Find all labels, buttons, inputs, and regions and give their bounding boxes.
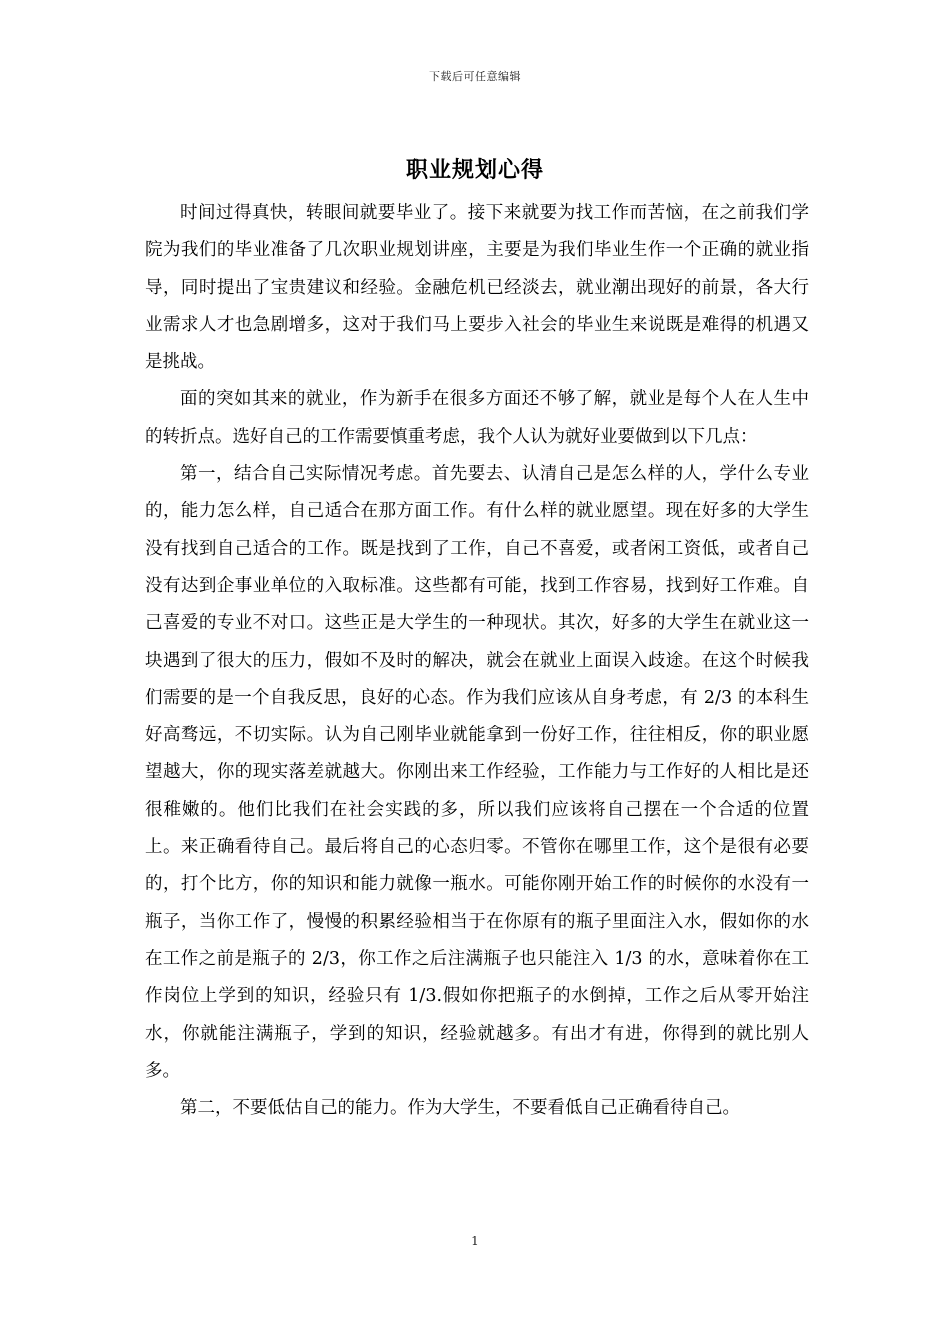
page-number: 1 (471, 1234, 479, 1248)
paragraph-4: 第二，不要低估自己的能力。作为大学生，不要看低自己正确看待自己。 (180, 1098, 740, 1119)
document-title: 职业规划心得 (405, 157, 544, 183)
document-body (145, 195, 809, 1127)
paragraph-2: 面的突如其来的就业，作为新手在很多方面还不够了解，就业是每个人在人生中的转折点。选好自己的工作需要慎重考虑，我个人认为就好业要做到以下几点： (145, 389, 809, 447)
paragraph-3: 第一，结合自己实际情况考虑。首先要去、认清自己是怎么样的人，学什么专业的，能力怎么样，自己适合在那方面工作。有什么样的就业愿望。现在好多的大学生没有找到自己适合的工作。既是找到了工作，自己不喜爱，或者闲工资低，或者自己没有达到企事业单位的入取标准。这些都有可能，找到工作容易，找到好工作难。自己喜爱的专业不对口。这些正是大学生的一种现状。其次，好多的大学生在就业这一块遇到了很大的压力，假如不及时的解决，就会在就业上面误入歧途。在这个时候我们需要的是一个自我反思，良好的心态。作为我们应该从自身考虑，有 2/3 的本科生好高骛远，不切实际。认为自己刚毕业就能拿到一份好工作，往往相反，你的职业愿望越大，你的现实落差就越大。你刚出来工作经验，工作能力与工作好的人相比是还很稚嫩的。他们比我们在社会实践的多，所以我们应该将自己摆在一个合适的位置上。来正确看待自己。最后将自己的心态归零。不管你在哪里工作，这个是很有必要的，打个比方，你的知识和能力就像一瓶水。可能你刚开始工作的时候你的水没有一瓶子，当你工作了，慢慢的积累经验相当于在你原有的瓶子里面注入水，假如你的水在工作之前是瓶子的 2/3，你工作之后注满瓶子也只能注入 1/3 的水，意味着你在工作岗位上学到的知识，经验只有 1/3.假如你把瓶子的水倒掉，工作之后从零开始注水，你就能注满瓶子，学到的知识，经验就越多。有出才有进，你得到的就比别人多。 (145, 464, 809, 1081)
page-header-note: 下载后可任意编辑 (429, 70, 521, 83)
paragraph-1: 时间过得真快，转眼间就要毕业了。接下来就要为找工作而苦恼，在之前我们学院为我们的毕业准备了几次职业规划讲座，主要是为我们毕业生作一个正确的就业指导，同时提出了宝贵建议和经验。金融危机已经淡去，就业潮出现好的前景，各大行业需求人才也急剧增多，这对于我们马上要步入社会的毕业生来说既是难得的机遇又是挑战。 (145, 203, 809, 373)
